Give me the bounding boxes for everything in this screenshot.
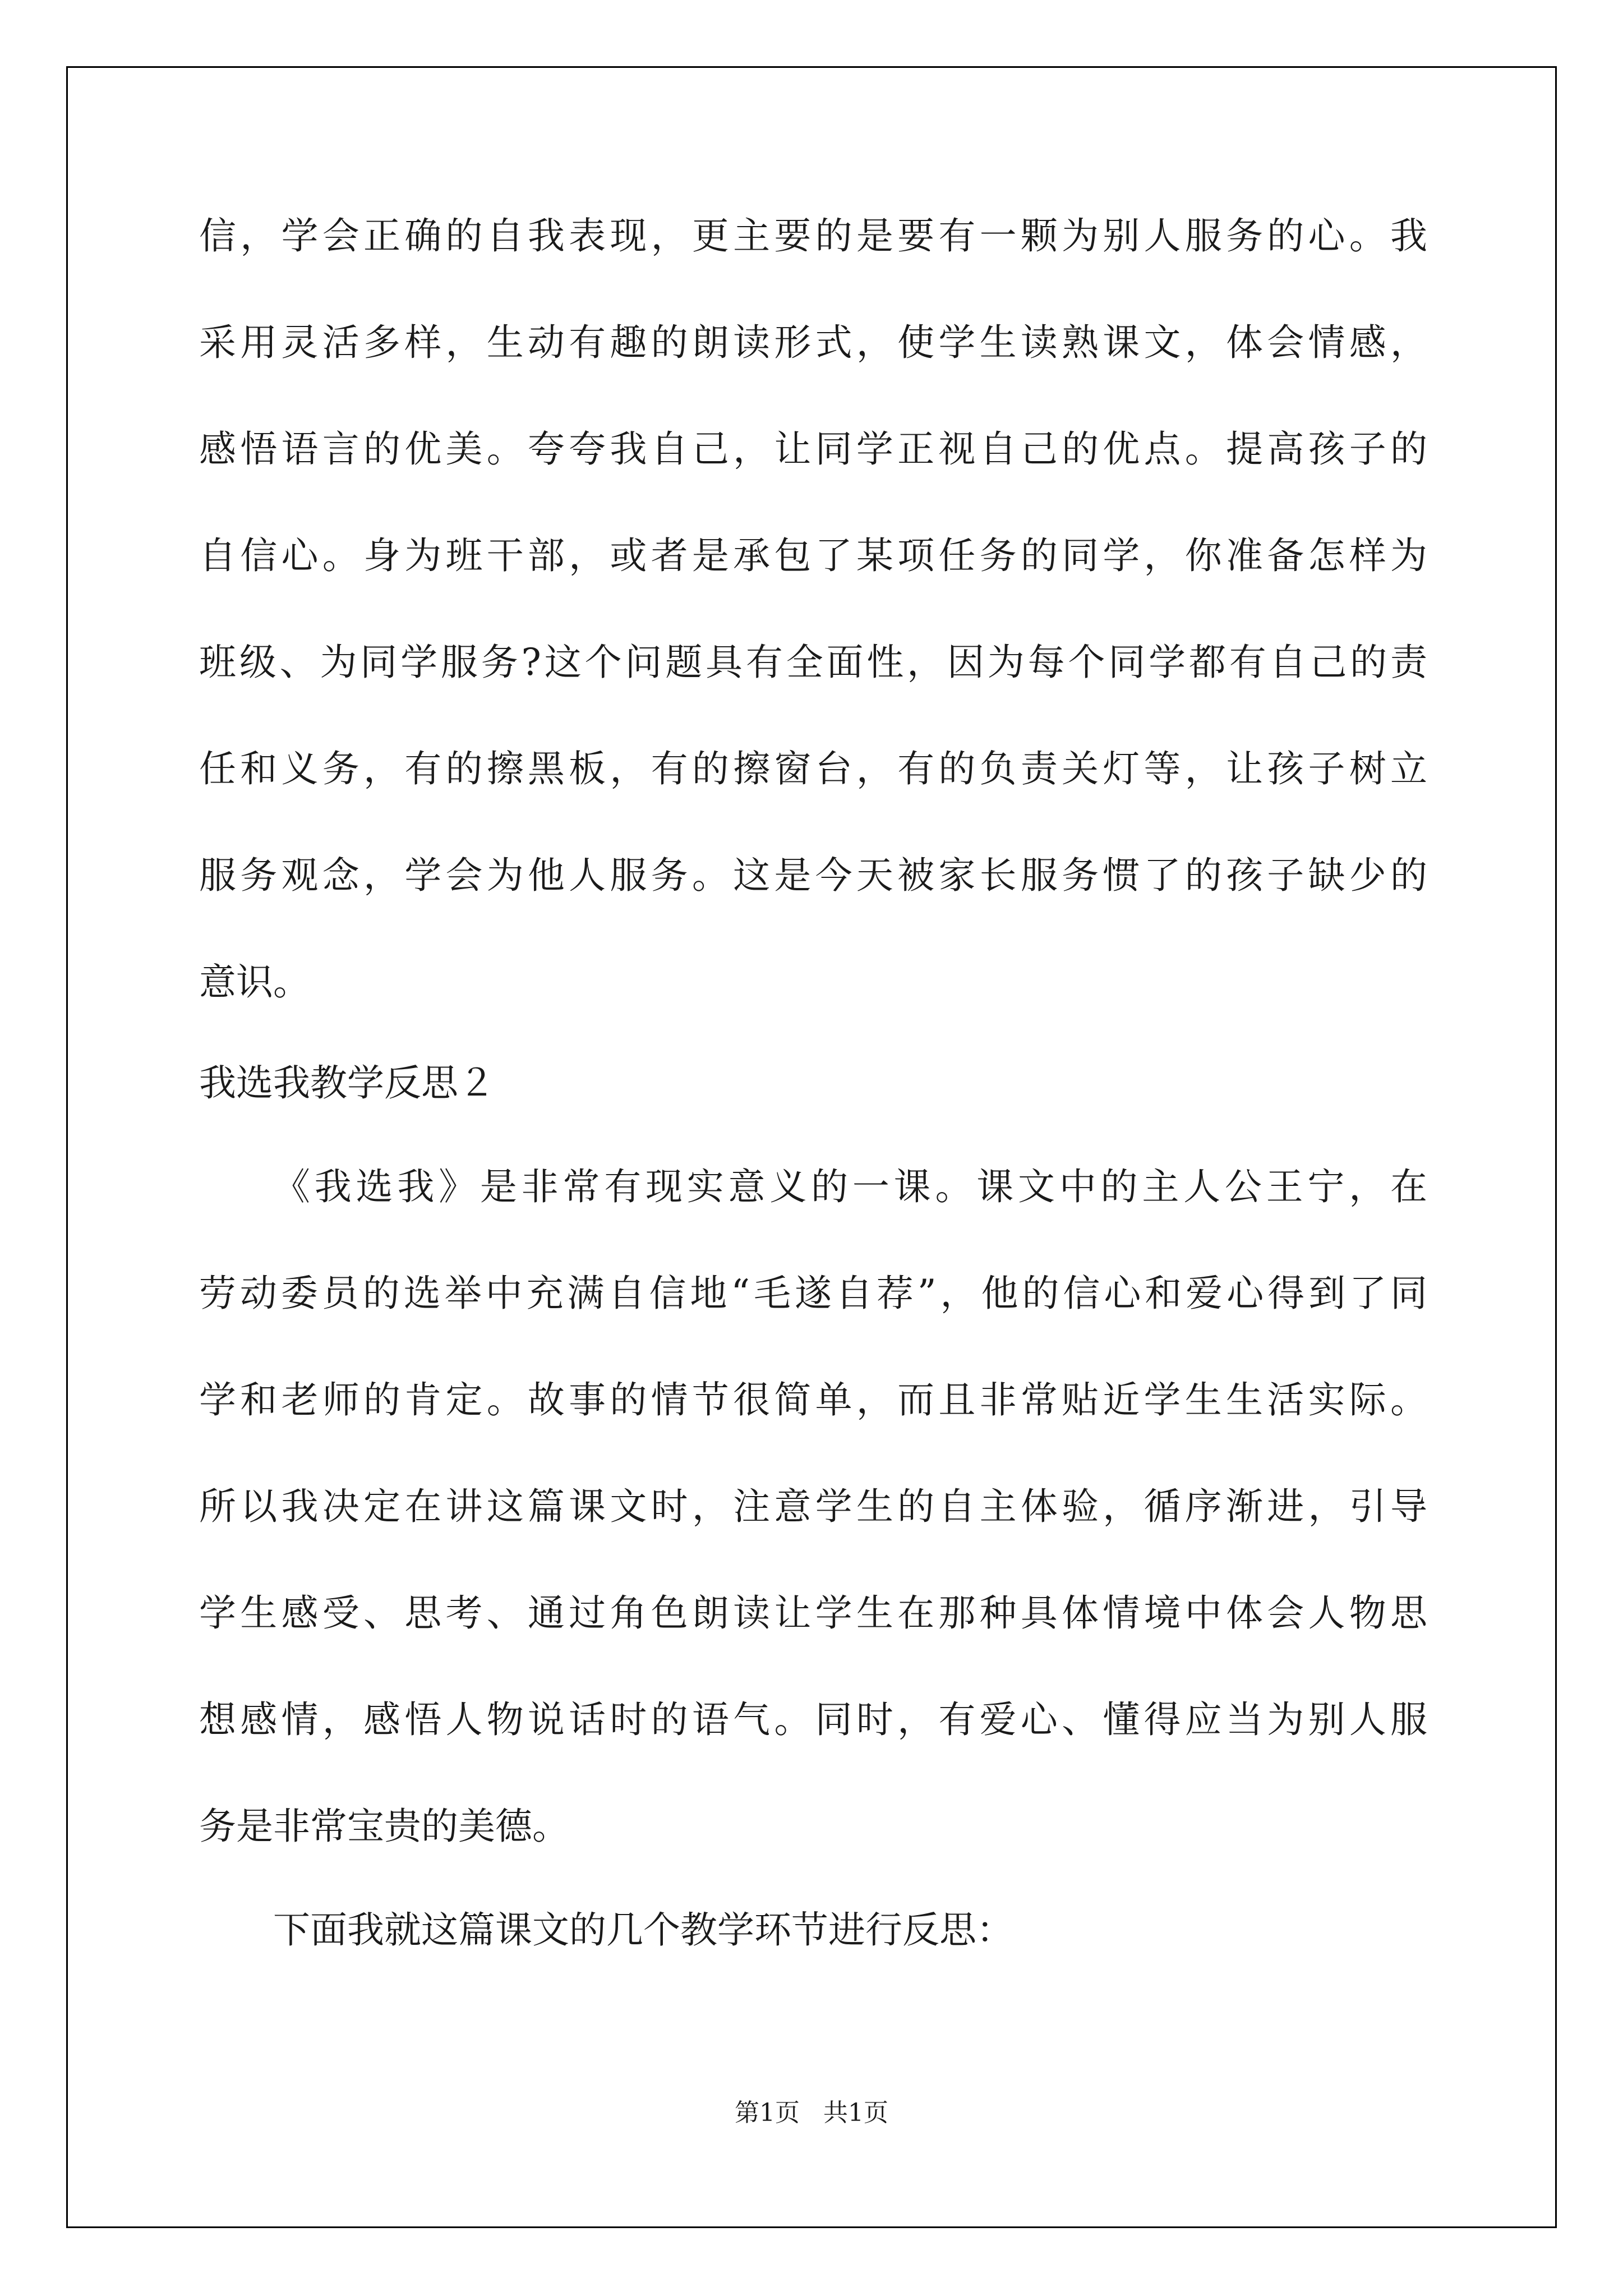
paragraph-line: 信，学会正确的自我表现，更主要的是要有一颗为别人服务的心。我	[199, 214, 1427, 257]
section-heading: 我选我教学反思２	[199, 1061, 495, 1105]
paragraph-line: 学生感受、思考、通过角色朗读让学生在那种具体情境中体会人物思	[199, 1591, 1427, 1635]
paragraph-line: 《我选我》是非常有现实意义的一课。课文中的主人公王宁，在	[273, 1165, 1427, 1208]
paragraph-line: 感悟语言的优美。夸夸我自己，让同学正视自己的优点。提高孩子的	[199, 427, 1427, 471]
paragraph-line: 所以我决定在讲这篇课文时，注意学生的自主体验，循序渐进，引导	[199, 1485, 1427, 1528]
page-footer: 第1页 共1页	[735, 2099, 888, 2127]
paragraph-line: 想感情，感悟人物说话时的语气。同时，有爱心、懂得应当为别人服	[199, 1698, 1427, 1741]
paragraph-line: 采用灵活多样，生动有趣的朗读形式，使学生读熟课文，体会情感，	[199, 321, 1427, 364]
page-border	[66, 66, 1557, 2228]
paragraph-line: 服务观念，学会为他人服务。这是今天被家长服务惯了的孩子缺少的	[199, 854, 1427, 897]
paragraph-line: 自信心。身为班干部，或者是承包了某项任务的同学，你准备怎样为	[199, 534, 1427, 577]
paragraph-line: 下面我就这篇课文的几个教学环节进行反思：	[273, 1908, 1013, 1952]
paragraph-line: 劳动委员的选举中充满自信地“毛遂自荐”，他的信心和爱心得到了同	[199, 1272, 1427, 1315]
paragraph-line: 务是非常宝贵的美德。	[199, 1805, 569, 1848]
paragraph-line: 学和老师的肯定。故事的情节很简单，而且非常贴近学生生活实际。	[199, 1378, 1427, 1421]
paragraph-line: 班级、为同学服务?这个问题具有全面性，因为每个同学都有自己的责	[199, 641, 1427, 684]
paragraph-line: 任和义务，有的擦黑板，有的擦窗台，有的负责关灯等，让孩子树立	[199, 747, 1427, 790]
paragraph-line: 意识。	[199, 960, 310, 1004]
